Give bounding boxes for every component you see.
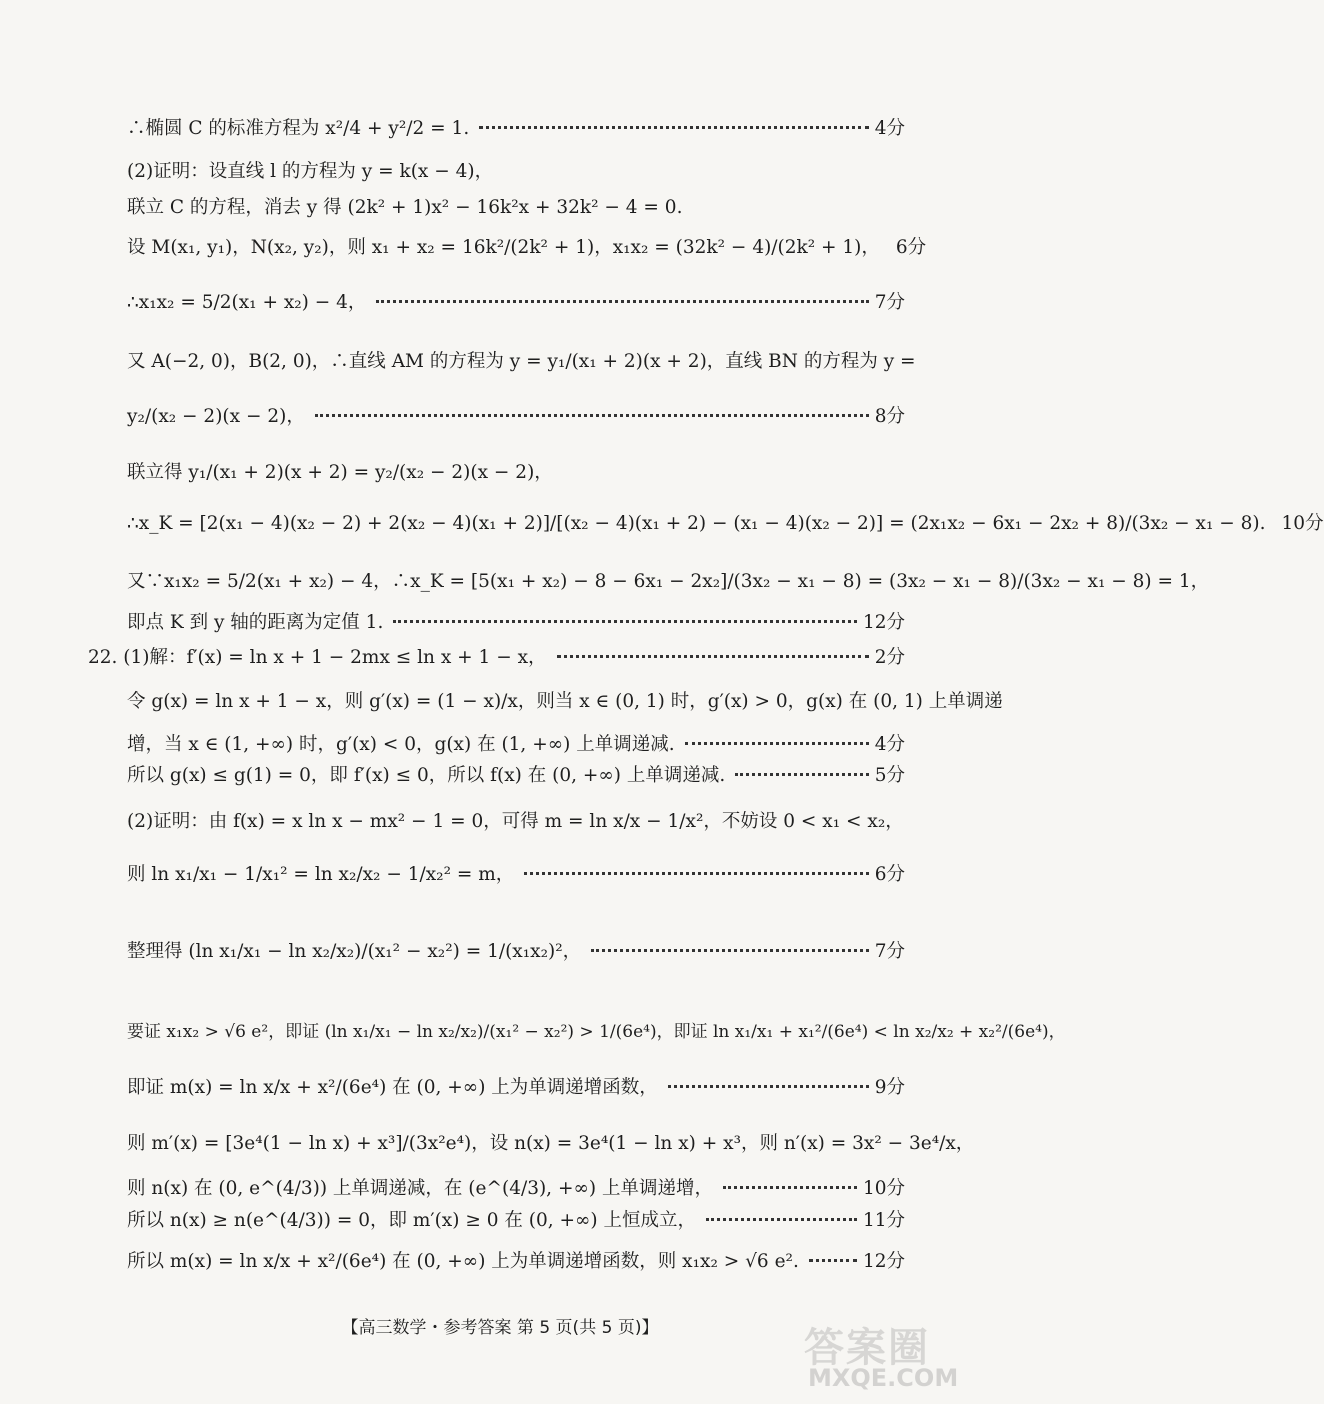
answer-text: 22. (1)解：f′(x) = ln x + 1 − 2mx ≤ ln x + 1 − x， (88, 647, 547, 668)
answer-line (127, 292, 905, 314)
answer-text: 联立 C 的方程，消去 y 得 (2k² + 1)x² − 16k²x + 32k² − 4 = 0. (127, 197, 683, 218)
answer-line (127, 351, 916, 373)
answer-line (127, 406, 905, 428)
score-mark: 10分 (862, 1178, 905, 1199)
score-mark: 6分 (874, 864, 905, 885)
score-mark: 2分 (874, 647, 905, 668)
answer-text: 则 n(x) 在 (0, e^(4/3)) 上单调递减，在 (e^(4/3), +∞) 上单调递增， (127, 1178, 713, 1199)
answer-text: ∴椭圆 C 的标准方程为 x²/4 + y²/2 = 1. (127, 118, 470, 139)
answer-line (127, 161, 905, 183)
leader-dots (557, 655, 869, 658)
leader-dots (809, 1259, 857, 1262)
score-mark: 6分 (895, 237, 927, 258)
answer-text: 所以 n(x) ≥ n(e^(4/3)) = 0，即 m′(x) ≥ 0 在 (0, +∞) 上恒成立， (127, 1210, 697, 1231)
leader-dots (723, 1186, 857, 1189)
answer-line (127, 1133, 975, 1155)
leader-dots (479, 126, 869, 129)
answer-text: ∴x₁x₂ = 5/2(x₁ + x₂) − 4， (127, 292, 367, 313)
score-mark: 4分 (874, 118, 905, 139)
score-mark: 11分 (862, 1210, 905, 1231)
answer-text: 则 ln x₁/x₁ − 1/x₁² = ln x₂/x₂ − 1/x₂² = m， (127, 864, 515, 885)
leader-dots (524, 872, 868, 875)
answer-text: 即点 K 到 y 轴的距离为定值 1. (127, 612, 384, 633)
score-mark: 10分 (1281, 513, 1324, 534)
score-mark: 9分 (874, 1077, 905, 1098)
answer-text: 设 M(x₁, y₁)，N(x₂, y₂)，则 x₁ + x₂ = 16k²/(2k² + 1)，x₁x₂ = (32k² − 4)/(2k² + 1)， (127, 237, 880, 258)
answer-line (127, 513, 1324, 535)
watermark-url: MXQE.COM (808, 1364, 959, 1392)
answer-text: 即证 m(x) = ln x/x + x²/(6e⁴) 在 (0, +∞) 上为单调递增函数， (127, 1077, 658, 1098)
leader-dots (685, 742, 869, 745)
answer-text: 又 A(−2, 0)，B(2, 0)，∴直线 AM 的方程为 y = y₁/(x₁ + 2)(x + 2)，直线 BN 的方程为 y = (127, 351, 916, 372)
answer-line (127, 691, 1003, 713)
answer-text: (2)证明：由 f(x) = x ln x − mx² − 1 = 0，可得 m = ln x/x − 1/x²，不妨设 0 < x₁ < x₂， (127, 811, 904, 832)
answer-line (127, 571, 1210, 593)
answer-text: 联立得 y₁/(x₁ + 2)(x + 2) = y₂/(x₂ − 2)(x − 2)， (127, 462, 553, 483)
answer-text: 增，当 x ∈ (1, +∞) 时，g′(x) < 0，g(x) 在 (1, +∞) 上单调递减. (127, 734, 675, 755)
watermark-logo (796, 1312, 986, 1398)
answer-line (127, 864, 905, 886)
answer-line (127, 197, 905, 219)
page-footer: 【高三数学・参考答案 第 5 页(共 5 页)】 (341, 1318, 659, 1338)
answer-line (127, 1077, 905, 1099)
answer-line (127, 1251, 905, 1273)
leader-dots (591, 949, 869, 952)
score-mark: 4分 (874, 734, 905, 755)
answer-text: 所以 g(x) ≤ g(1) = 0，即 f′(x) ≤ 0，所以 f(x) 在 (0, +∞) 上单调递减. (127, 765, 726, 786)
score-mark: 12分 (862, 1251, 905, 1272)
answer-line (127, 1022, 1066, 1042)
watermark-logo-text: 答案圈 (804, 1325, 930, 1371)
leader-dots (706, 1218, 857, 1221)
answer-line (127, 237, 927, 259)
answer-line (127, 941, 905, 963)
score-mark: 8分 (874, 406, 905, 427)
leader-dots (735, 773, 868, 776)
answer-text: 所以 m(x) = ln x/x + x²/(6e⁴) 在 (0, +∞) 上为单调递增函数，则 x₁x₂ > √6 e². (127, 1251, 799, 1272)
answer-line (127, 462, 905, 484)
leader-dots (315, 414, 869, 417)
leader-dots (393, 620, 857, 623)
answer-text: (2)证明：设直线 l 的方程为 y = k(x − 4)， (127, 161, 494, 182)
answer-text: ∴x_K = [2(x₁ − 4)(x₂ − 2) + 2(x₂ − 4)(x₁ + 2)]/[(x₂ − 4)(x₁ + 2) − (x₁ − 4)(x₂ − 2)] = (2x₁x₂ − 6x₁ − 2x₂ + 8)/(3x₂ − x₁ − 8). (127, 513, 1266, 534)
answer-line (88, 647, 905, 669)
leader-dots (668, 1085, 869, 1088)
answer-line (127, 765, 905, 787)
answer-line (127, 811, 905, 833)
answer-text: y₂/(x₂ − 2)(x − 2)， (127, 406, 305, 427)
answer-line (127, 1178, 905, 1200)
score-mark: 7分 (874, 941, 905, 962)
answer-line (127, 1210, 905, 1232)
answer-text: 要证 x₁x₂ > √6 e²，即证 (ln x₁/x₁ − ln x₂/x₂)/(x₁² − x₂²) > 1/(6e⁴)，即证 ln x₁/x₁ + x₁²/(6e⁴) < ln x₂/x₂ + x₂²/(6e⁴)， (127, 1022, 1066, 1042)
answer-line (127, 612, 905, 634)
answer-text: 整理得 (ln x₁/x₁ − ln x₂/x₂)/(x₁² − x₂²) = 1/(x₁x₂)²， (127, 941, 582, 962)
answer-text: 令 g(x) = ln x + 1 − x，则 g′(x) = (1 − x)/x，则当 x ∈ (0, 1) 时，g′(x) > 0，g(x) 在 (0, 1) 上单调递 (127, 691, 1003, 712)
answer-text: 又∵x₁x₂ = 5/2(x₁ + x₂) − 4，∴x_K = [5(x₁ + x₂) − 8 − 6x₁ − 2x₂]/(3x₂ − x₁ − 8) = (3x₂ − x₁ − 8)/(3x₂ − x₁ − 8) = 1， (127, 571, 1210, 592)
score-mark: 7分 (874, 292, 905, 313)
score-mark: 5分 (874, 765, 905, 786)
answer-line (127, 118, 905, 140)
score-mark: 12分 (862, 612, 905, 633)
answer-line (127, 734, 905, 756)
answer-text: 则 m′(x) = [3e⁴(1 − ln x) + x³]/(3x²e⁴)，设 n(x) = 3e⁴(1 − ln x) + x³，则 n′(x) = 3x² − 3e⁴/x， (127, 1133, 975, 1154)
leader-dots (376, 300, 868, 303)
